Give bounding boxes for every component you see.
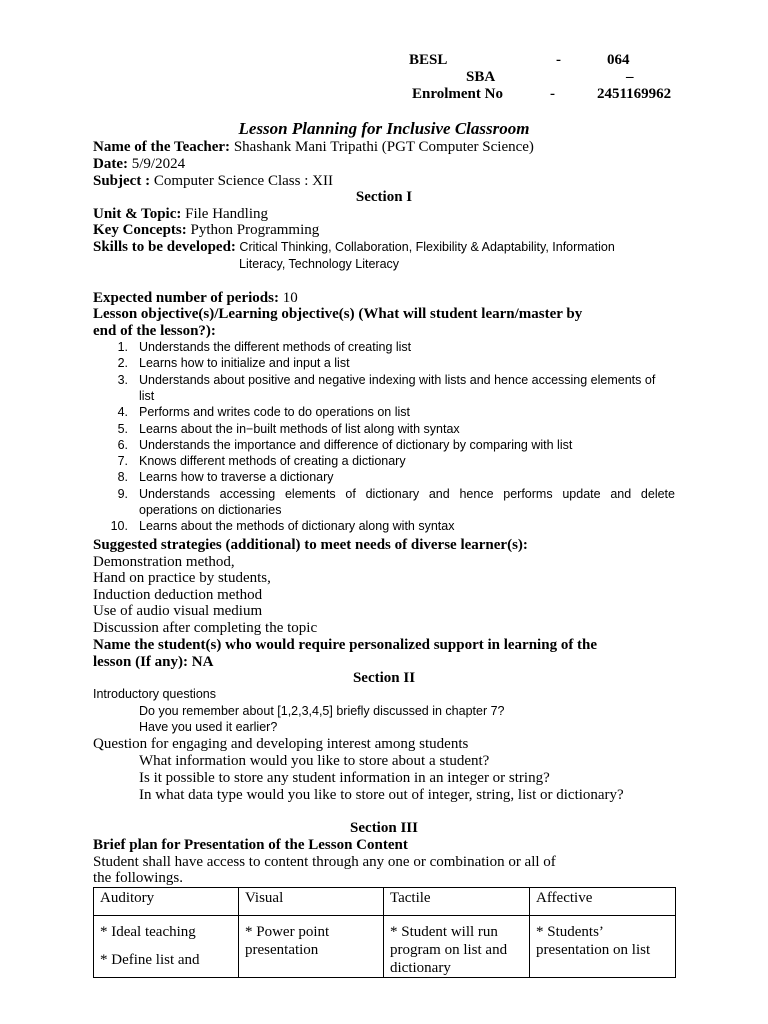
unit-topic-line <box>93 206 268 223</box>
table-header-cell: Tactile <box>384 888 530 916</box>
strategies-heading-text: Suggested strategies (additional) to meet needs of diverse learner(s): <box>93 537 528 553</box>
tactile-cell: * Student will run program on list and dictionary <box>384 916 530 978</box>
unit-topic-label: Unit & Topic: <box>93 206 182 222</box>
intro-question: Do you remember about [1,2,3,4,5] briefly discussed in chapter 7? <box>139 704 505 718</box>
periods-label: Expected number of periods: <box>93 290 279 306</box>
objective-item: Learns about the methods of dictionary along with syntax <box>139 519 455 533</box>
objective-item: Understands the different methods of creating list <box>139 340 412 354</box>
objective-number: 5. <box>117 422 128 436</box>
objective-heading-2 <box>93 323 216 340</box>
strategy-item: Hand on practice by students, <box>93 570 271 586</box>
table-header-cell: Affective <box>530 888 676 916</box>
enrolment-label: Enrolment No <box>412 86 503 102</box>
unit-topic-value: File Handling <box>181 206 269 222</box>
objective-number: 2. <box>117 356 128 370</box>
objective-item: Learns how to traverse a dictionary <box>139 470 334 484</box>
objective-number: 4. <box>117 405 128 419</box>
objective-item-continuation: list <box>139 389 155 403</box>
key-concepts-line <box>93 222 319 239</box>
objective-item: Learns how to initialize and input a list <box>139 356 350 370</box>
table-header-cell: Auditory <box>94 888 239 916</box>
access-line-2: the followings. <box>93 870 183 886</box>
objective-heading-text-2: end of the lesson?): <box>93 323 216 339</box>
access-line-1: Student shall have access to content through any one or combination or all of <box>93 854 556 870</box>
intro-questions-label: Introductory questions <box>93 687 216 701</box>
section-1-heading: Section I <box>355 189 413 205</box>
objective-heading-text-1: Lesson objective(s)/Learning objective(s) (What will student learn/master by <box>93 306 583 322</box>
periods-line <box>93 290 298 307</box>
objective-number: 1. <box>117 340 128 354</box>
date-value: 5/9/2024 <box>127 156 186 172</box>
besl-label: BESL <box>409 52 448 68</box>
objective-item: Understands about positive and negative indexing with lists and hence accessing elements of <box>139 373 656 387</box>
intro-question: Have you used it earlier? <box>139 720 278 734</box>
section-2-heading: Section II <box>352 670 416 686</box>
objective-number: 8. <box>117 470 128 484</box>
objective-item: Understands accessing elements of dictionary and hence performs update and delete <box>139 487 675 501</box>
subject-value: Computer Science Class : XII <box>150 173 333 189</box>
plan-heading-text: Brief plan for Presentation of the Lesson Content <box>93 837 408 853</box>
objective-item: Knows different methods of creating a dictionary <box>139 454 406 468</box>
strategy-item: Discussion after completing the topic <box>93 620 318 636</box>
subject-label: Subject : <box>93 173 151 189</box>
sba-dash: – <box>626 69 634 85</box>
plan-heading <box>93 837 408 854</box>
key-concepts-label: Key Concepts: <box>93 222 187 238</box>
key-concepts-value: Python Programming <box>186 222 320 238</box>
teacher-label: Name of the Teacher: <box>93 139 231 155</box>
strategy-item: Use of audio visual medium <box>93 603 263 619</box>
besl-value: 064 <box>607 52 630 68</box>
strategy-item: Demonstration method, <box>93 554 235 570</box>
auditory-cell <box>94 916 239 978</box>
affective-cell: * Students’ presentation on list <box>530 916 676 978</box>
objective-number: 6. <box>117 438 128 452</box>
support-text-2: lesson (If any): NA <box>93 654 214 670</box>
strategies-heading <box>93 537 528 554</box>
table-row <box>94 916 676 978</box>
support-text-1: Name the student(s) who would require personalized support in learning of the <box>93 637 598 653</box>
skills-line <box>93 239 615 256</box>
auditory-point: * Define list and <box>100 952 200 968</box>
enrolment-value: 2451169962 <box>597 86 672 102</box>
auditory-point: * Ideal teaching <box>100 924 196 940</box>
enrolment-dash: - <box>550 86 555 102</box>
date-label: Date: <box>93 156 128 172</box>
section-3-heading: Section III <box>350 820 418 836</box>
engage-question: Is it possible to store any student information in an integer or string? <box>139 770 550 786</box>
objective-item: Performs and writes code to do operations on list <box>139 405 410 419</box>
visual-cell: * Power point presentation <box>239 916 384 978</box>
engage-question: In what data type would you like to store out of integer, string, list or dictionary? <box>139 787 624 803</box>
engage-question: What information would you like to store about a student? <box>139 753 490 769</box>
objective-number: 10. <box>110 519 128 533</box>
periods-value: 10 <box>278 290 298 306</box>
engage-questions-label: Question for engaging and developing interest among students <box>93 736 469 752</box>
teacher-value: Shashank Mani Tripathi (PGT Computer Science) <box>230 139 534 155</box>
objective-item: Learns about the in−built methods of list along with syntax <box>139 422 460 436</box>
date-line <box>93 156 185 173</box>
objective-item: Understands the importance and difference of dictionary by comparing with list <box>139 438 573 452</box>
subject-line <box>93 173 333 190</box>
objective-number: 9. <box>117 487 128 501</box>
objective-heading-1 <box>93 306 582 323</box>
besl-dash: - <box>556 52 561 68</box>
learning-modes-table <box>93 887 676 978</box>
objective-number: 7. <box>117 454 128 468</box>
document-title: Lesson Planning for Inclusive Classroom <box>238 119 530 138</box>
skills-label: Skills to be developed: <box>93 239 236 255</box>
sba-label: SBA <box>466 69 496 85</box>
skills-value-1: Critical Thinking, Collaboration, Flexibility & Adaptability, Information <box>235 240 615 254</box>
strategy-item: Induction deduction method <box>93 587 263 603</box>
skills-value-2: Literacy, Technology Literacy <box>239 257 400 271</box>
support-line-2 <box>93 654 213 671</box>
table-header-cell: Visual <box>239 888 384 916</box>
support-line-1 <box>93 637 597 654</box>
objective-number: 3. <box>117 373 128 387</box>
teacher-line <box>93 139 534 156</box>
objective-item-continuation: operations on dictionaries <box>139 503 282 517</box>
table-header-row <box>94 888 676 916</box>
